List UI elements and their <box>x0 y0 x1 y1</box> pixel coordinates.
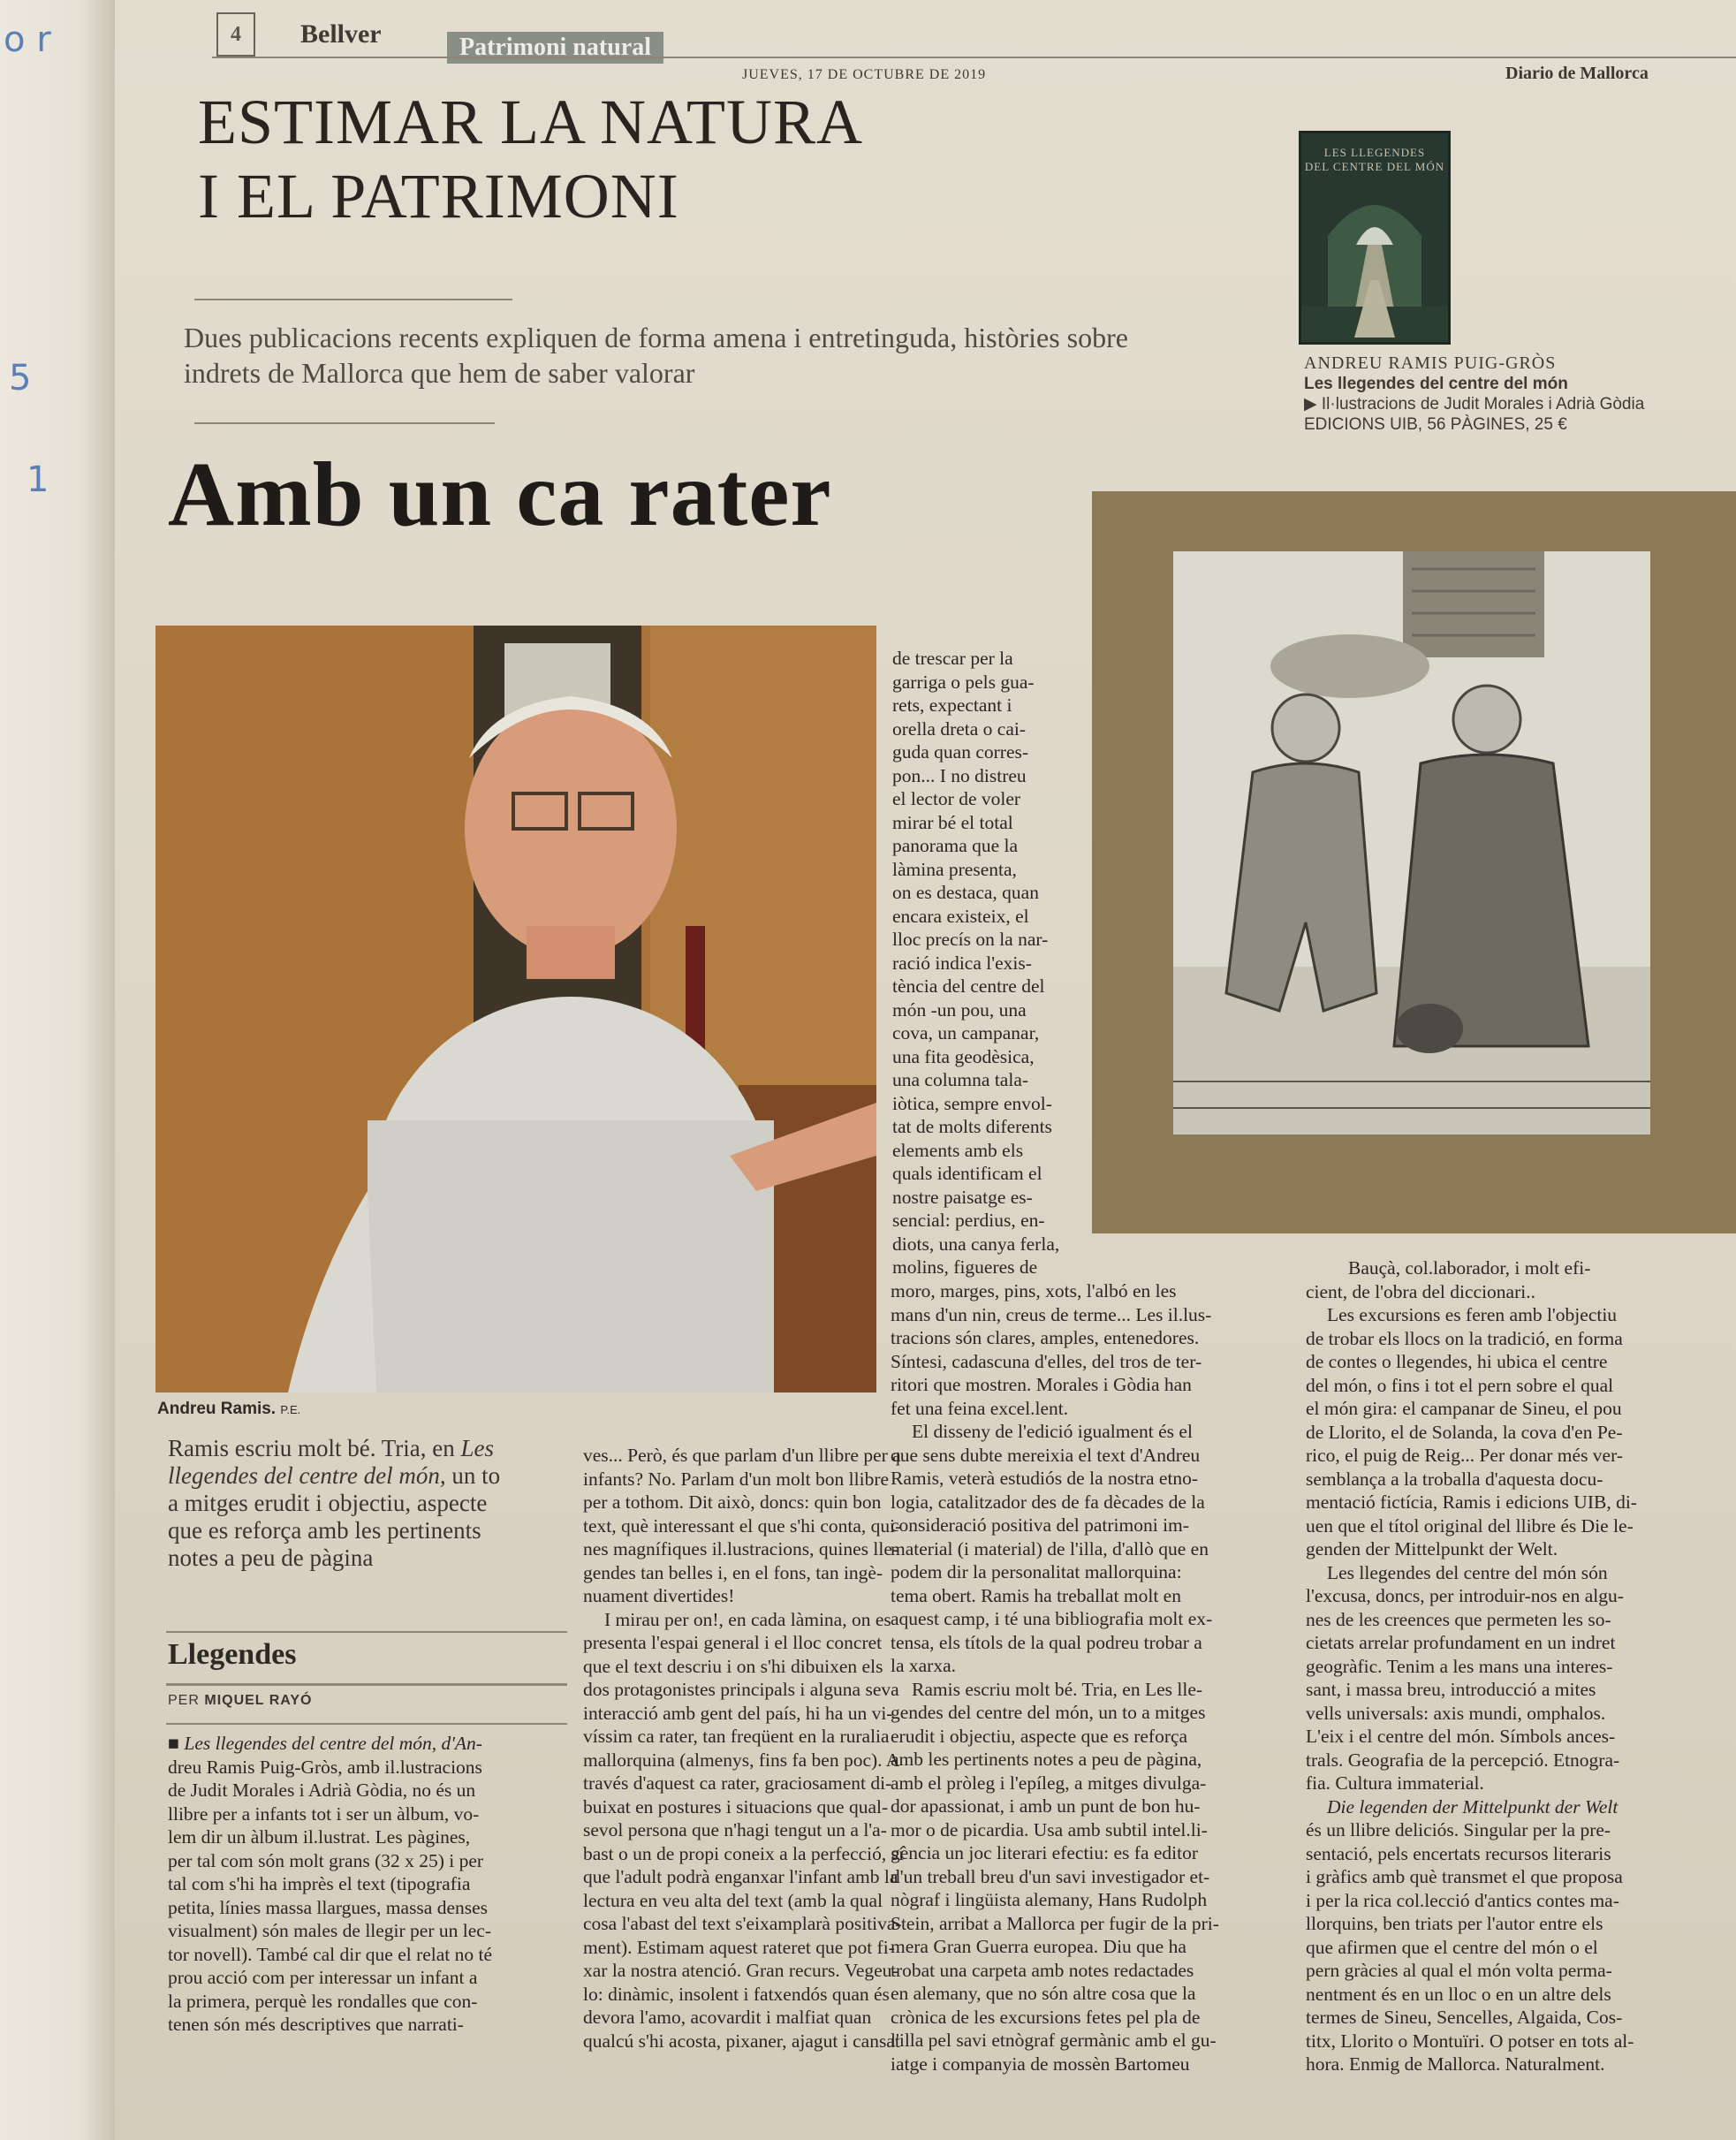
section-tag: Patrimoni natural <box>447 32 663 64</box>
headline-line-1: ESTIMAR LA NATURA <box>198 87 864 157</box>
author-photo-image <box>155 626 876 1393</box>
caption-credit: P.E. <box>280 1403 301 1416</box>
page-number: 4 <box>216 12 255 57</box>
book-title: Les llegendes del centre del món <box>1304 375 1568 393</box>
pull-quote: Ramis escriu molt bé. Tria, en Les llegendes del centre del món, un to a mitges erudit i objectiu, aspecte que es reforça amb les pertinents notes a peu de pàgina <box>168 1435 501 1571</box>
masthead: Diario de Mallorca <box>1505 64 1649 83</box>
deck-rule-bottom <box>194 422 495 424</box>
deck-line-2: indrets de Mallorca que hem de saber valorar <box>184 357 695 389</box>
caption-name: Andreu Ramis. <box>157 1400 277 1418</box>
newspaper-page <box>115 0 1736 2140</box>
triangle-bullet-icon: ▶ <box>1304 395 1322 414</box>
illustration-drawing <box>1173 551 1650 1135</box>
subhead-rule-bottom <box>166 1683 567 1686</box>
byline-rule <box>166 1723 567 1725</box>
adjacent-page-edge <box>0 0 115 2140</box>
book-info <box>1304 353 1657 435</box>
author-photo <box>155 626 876 1393</box>
main-headline <box>198 85 1364 233</box>
square-bullet-icon: ■ <box>168 1733 185 1754</box>
deck <box>184 320 1376 391</box>
headline-line-2: I EL PATRIMONI <box>198 161 679 231</box>
book-cover-title: LES LLEGENDES DEL CENTRE DEL MÓN <box>1304 146 1445 173</box>
book-cover <box>1299 131 1451 345</box>
book-author: ANDREU RAMIS PUIG-GRÒS <box>1304 353 1557 373</box>
book-illustrators: ▶ Il·lustracions de Judit Morales i Adrià Gòdia <box>1304 395 1645 414</box>
column-3-wide: moro, marges, pins, xots, l'albó en les mans d'un nin, creus de terme... Les il.lus- tracions són clares, amples, entenedores. Síntesi, cadascuna d'elles, del tros de ter- ritori que mostren. Morales i Gòdia han fet una feina excel.lent. El disseny de l'edició igualment és el que sens dubte mereixia el text d'Andreu Ramis, veterà estudiós de la nostra etno- logia, catalitzador des de fa dècades de la consideració positiva del patrimoni im- material (i material) de l'illa, d'allò que en podem dir la personalitat mallorquina: tema obert. Ramis ha treballat molt en aquest camp, i té una bibliografia molt ex- tensa, els títols de la qual podreu trobar a la xarxa. Ramis escriu molt bé. Tria, en Les lle- gendes del centre del món, un to a mitges erudit i objectiu, aspecte que es reforça amb les pertinents notes a peu de pàgina, amb el pròleg i l'epíleg, a mitges divulga- dor apassionat, i amb un punt de bon hu- mor o de picardia. Usa amb subtil intel.li- gència un joc literari efectiu: es fa editor d'un treball breu d'un savi investigador et- nògraf i lingüista alemany, Hans Rudolph Stein, arribat a Mallorca per fugir de la pri- mera Gran Guerra europea. Diu que ha trobat una carpeta amb notes redactades en alemany, que no són altre cosa que la crònica de les excursions fetes pel pla de l'illa pel savi etnògraf germànic amb el gu- iatge i companyia de mossèn Bartomeu <box>891 1280 1219 2075</box>
col1-line-0: ■ Les llegendes del centre del món, d'An- <box>168 1733 482 1754</box>
photo-caption <box>157 1400 300 1419</box>
issue-date: JUEVES, 17 DE OCTUBRE DE 2019 <box>742 67 987 82</box>
deck-rule-top <box>194 299 512 300</box>
header-rule <box>212 57 1736 58</box>
column-3-narrow: de trescar per la garriga o pels gua- rets, expectant i orella dreta o cai- guda quan corres- pon... I no distreu el lector de voler mirar bé el total panorama que la làmina presenta, on es destaca, quan encara existeix, el lloc precís on la nar- ració indica l'exis- tència del centre del món -un pou, una cova, un campanar, una fita geodèsica, una columna tala- iòtica, sempre envol- tat de molts diferents elements amb els quals identificam el nostre paisatge es- sencial: perdius, en- diots, una canya ferla, molins, figueres de <box>892 648 1060 1278</box>
subhead-rule-top <box>166 1631 567 1633</box>
illustration-frame <box>1092 491 1736 1233</box>
book-cover-art <box>1301 174 1448 342</box>
column-4: Bauçà, col.laborador, i molt efi- cient, de l'obra del diccionari.. Les excursions es feren amb l'objectiu de trobar els llocs on la tradició, en forma de contes o llegendes, hi ubica el centre del món, o fins i tot el pern sobre el qual el món gira: el campanar de Sineu, el pou de Llorito, el de Solanda, la cova d'en Pe- rico, el puig de Reig... Per donar més ver- semblança a la troballa d'aquesta docu- mentació fictícia, Ramis i edicions UIB, di- uen que el títol original del llibre és Die le- genden der Mittelpunkt der Welt. Les llegendes del centre del món són l'excusa, doncs, per introduir-nos en algu- nes de les creences que permeten les so- cietats arrelar profundament en un indret geogràfic. Tenim a les mans una interes- sant, i massa breu, introducció a mites vells universals: axis mundi, omphalos. L'eix i el centre del món. Símbols ances- trals. Geografia de la percepció. Etnogra- fia. Cultura immaterial. Die legenden der Mittelpunkt der Welt és un llibre deliciós. Singular per la pre- sentació, pels encertats recursos literaris i gràfics amb què transmet el que proposa i per la rica col.lecció d'antics contes ma- llorquins, ben triats per l'autor entre els que afirmen que el centre del món o el pern gràcies al qual el món volta perma- nentment és en un lloc o en un altre dels termes de Sineu, Sencelles, Algaida, Cos- titx, Llorito o Montuïri. O potser en tots al- hora. Enmig de Mallorca. Naturalment. <box>1306 1257 1637 2075</box>
section-subhead: Llegendes <box>168 1638 297 1671</box>
pen-mark-middle: 5 <box>9 358 32 398</box>
article-title: Amb un ca rater <box>168 444 832 545</box>
pen-mark-lower: 1 <box>27 459 49 500</box>
column-2: ves... Però, és que parlam d'un llibre per a infants? No. Parlam d'un molt bon llibre per a tothom. Dit això, doncs: quin bon text, què interessant el que s'hi conta, qui- nes magnífiques il.lustracions, quines lle- gendes tan belles i, en el fons, tan ingè- nuament divertides! I mirau per on!, en cada làmina, on es presenta l'espai general i el lloc concret que el text descriu i on s'hi dibuixen els dos protagonistes principals i alguna seva interacció amb gent del país, hi ha un vi- víssim ca rater, tan freqüent en la ruralia mallorquina (almenys, fins fa ben poc). A través d'aquest ca rater, graciosament di- buixat en postures i situacions que qual- sevol persona que n'hagi tengut un a l'a- bast o un de propi coneix a la perfecció, sí que l'adult podrà enganxar l'infant amb la lectura en veu alta del text (amb la qual cosa l'abast del text s'eixamplarà positiva- ment). Estimam aquest rateret que pot fi- xar la nostra atenció. Gran recurs. Vegeu- lo: dinàmic, insolent i fatxendós quan és devora l'amo, acovardit i malfiat quan qualcú s'hi acosta, pixaner, ajagut i cansat <box>583 1445 904 2052</box>
deck-line-1: Dues publicacions recents expliquen de forma amena i entretinguda, històries sobre <box>184 322 1128 353</box>
book-publisher: EDICIONS UIB, 56 PÀGINES, 25 € <box>1304 415 1567 434</box>
byline: PER MIQUEL RAYÓ <box>168 1693 313 1708</box>
illustration-plate <box>1173 551 1650 1135</box>
section-name: Bellver <box>300 19 382 49</box>
column-1: ■ Les llegendes del centre del món, d'An- dreu Ramis Puig-Gròs, amb il.lustracions de Judit Morales i Adrià Gòdia, no és un llibre per a infants tot i ser un àlbum, vo- lem dir un àlbum il.lustrat. Les pàgines, per tal com són molt grans (32 x 25) i per tal com s'hi ha imprès el text (tipografia petita, línies massa llargues, massa denses visualment) són males de llegir per un lec- tor novell). També cal dir que el relat no té prou acció com per interessar un infant a la primera, perquè les rondalles que con- tenen són més descriptives que narrati- <box>168 1732 567 2037</box>
pen-mark-top: o r <box>4 19 51 60</box>
